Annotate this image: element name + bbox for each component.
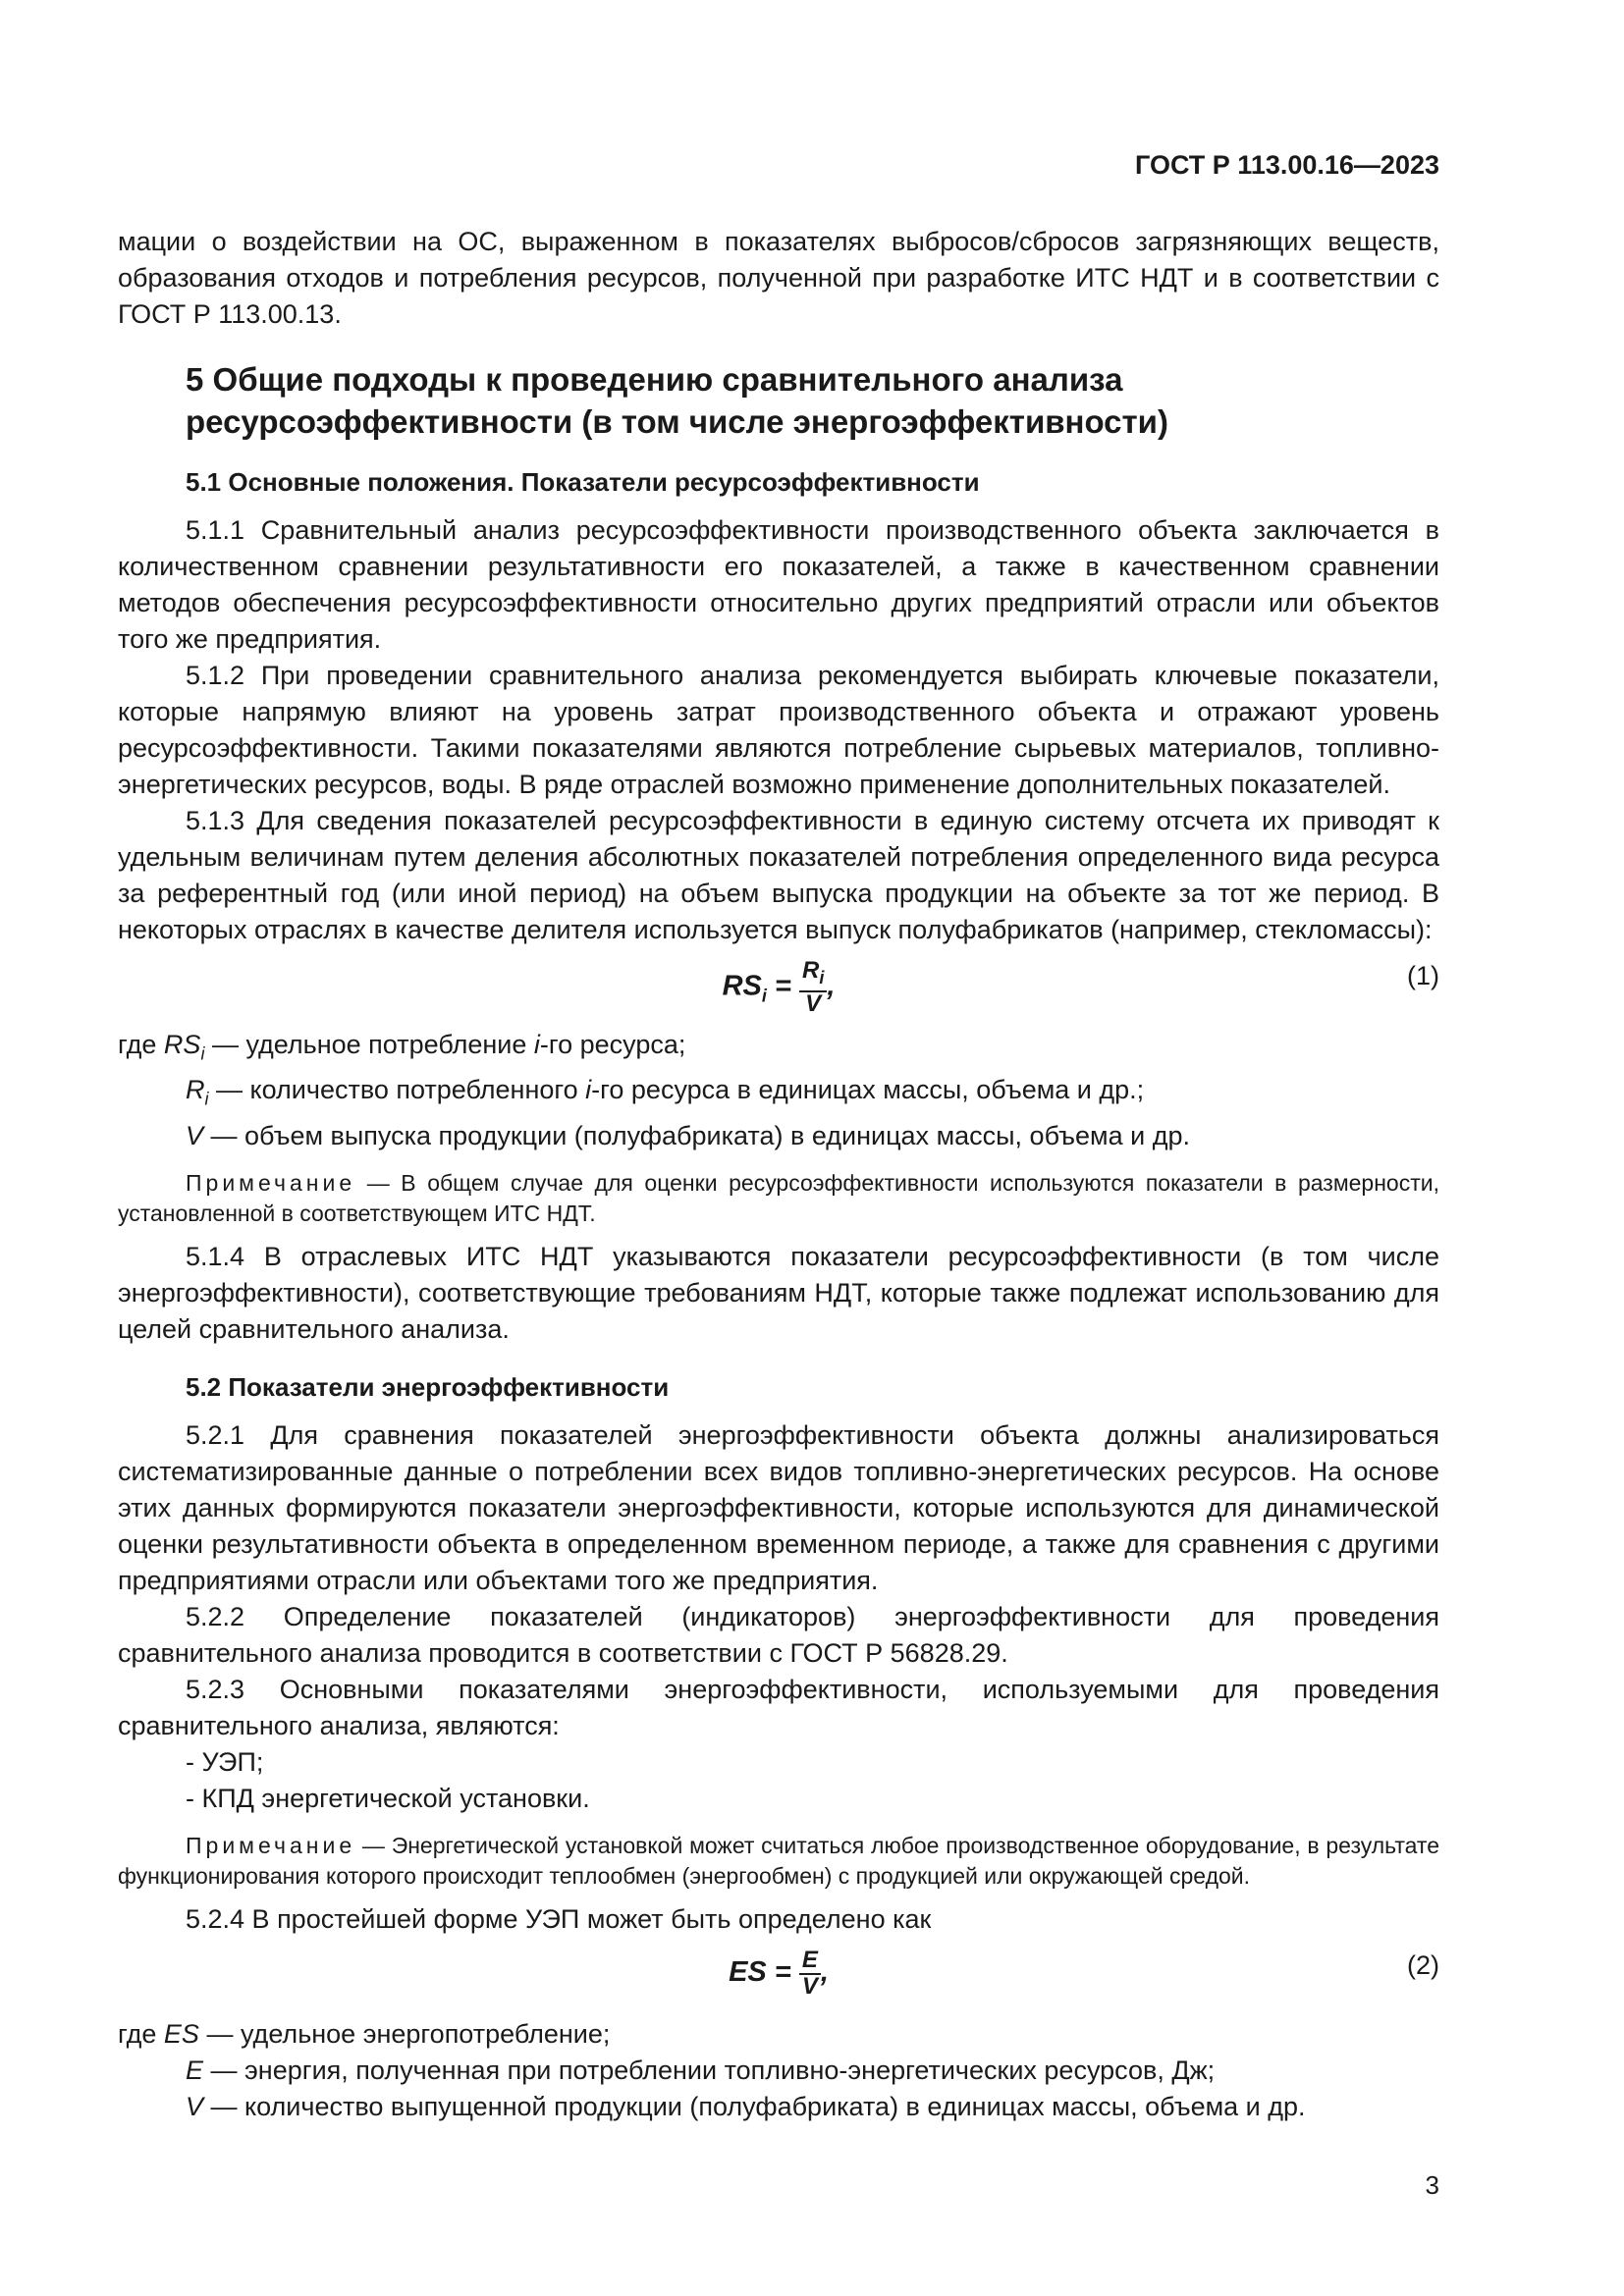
note-1-label: Примечание [186,1169,356,1196]
formula-1-legend [118,1027,1439,1154]
note-1 [118,1168,1439,1229]
formula-1 [118,952,1439,1021]
note-2-text: — Энергетической установкой может считаться любое производственное оборудование, в результате функционирования которого происходит теплообмен (энергообмен) с продукцией или окружающей средой. [118,1832,1439,1889]
list-item: - УЭП; [186,1746,264,1777]
note-2 [118,1831,1439,1892]
formula-2-denominator: V [801,1972,818,2000]
formula-2-numerator: E [799,1949,821,1975]
legend-2-line: V — количество выпущенной продукции (полуфабриката) в единицах массы, объема и др. [186,2091,1306,2121]
note-1-text: — В общем случае для оценки ресурсоэффективности используются показатели в размерности, установленной в соответствующем ИТС НДТ. [118,1169,1439,1226]
paragraph-5-2-4: 5.2.4 В простейшей форме УЭП может быть определено как [186,1903,932,1934]
formula-2-eq: = [766,1955,791,1988]
paragraph-5-1-4: 5.1.4 В отраслевых ИТС НДТ указываются показатели ресурсоэффективности (в том числе энергоэффективности), соответствующие требованиям НДТ, которые также подлежат использованию для целей сравнительного анализа. [118,1241,1439,1344]
legend-1-line: V — объем выпуска продукции (полуфабриката) в единицах массы, объема и др. [186,1120,1190,1150]
legend-1-line: где $RS_i$ — удельное потребление i-го ресурса; [118,1030,686,1064]
document-body [118,224,1439,2125]
formula-2-legend [118,2016,1439,2125]
legend-2-line: E — энергия, полученная при потреблении топливно-энергетических ресурсов, Дж; [186,2055,1216,2085]
paragraph-5-2-1: 5.2.1 Для сравнения показателей энергоэффективности объекта должны анализироваться систематизированные данные о потреблении всех видов топливно-энергетических ресурсов. На основе этих данных формируются показатели энергоэффективности, которые используются для динамической оценки результативности объекта в определенном временном периоде, а также для сравнения с другими предприятиями отрасли или объектами того же предприятия. [118,1419,1439,1595]
formula-1-lhs-sub: i [761,986,767,1006]
formula-2-lhs: ES [729,1955,767,1988]
formula-2-tail: , [820,1955,829,1988]
formula-1-fraction [799,957,827,1017]
section-5-1-title: 5.1 Основные положения. Показатели ресурсоэффективности [186,467,980,497]
page-number: 3 [1425,2170,1439,2200]
formula-2-fraction [799,1946,821,2000]
paragraph-5-1-3: 5.1.3 Для сведения показателей ресурсоэффективности в единую систему отсчета их приводят к удельным величинам путем деления абсолютных показателей потребления определенного вида ресурса за референтный год (или иной период) на объем выпуска продукции на объекте за тот же период. В некоторых отраслях в качестве делителя используется выпуск полуфабрикатов (например, стекломассы): [118,806,1439,944]
formula-1-lhs: RS [722,970,762,1002]
formula-1-eq: = [766,970,791,1002]
formula-1-denominator: V [805,989,822,1017]
legend-2-line: где ES — удельное энергопотребление; [118,2018,611,2049]
formula-1-number: (1) [1407,961,1439,990]
paragraph-5-1-2: 5.1.2 При проведении сравнительного анализа рекомендуется выбирать ключевые показатели, которые напрямую влияют на уровень затрат производственного объекта и отражают уровень ресурсоэффективности. Такими показателями являются потребление сырьевых материалов, топливно-энергетических ресурсов, воды. В ряде отраслей возможно применение дополнительных показателей. [118,661,1439,799]
paragraph-5-2-3: 5.2.3 Основными показателями энергоэффективности, используемыми для проведения сравнительного анализа, являются: [118,1674,1439,1740]
section-5-title: 5 Общие подходы к проведению сравнительного анализа ресурсоэффективности (в том числе энергоэффективности) [186,361,1168,440]
section-5-2-title: 5.2 Показатели энергоэффективности [186,1371,670,1402]
formula-2-number: (2) [1407,1949,1439,1980]
legend-1-line: $R_i$ — количество потребленного i-го ресурса в единицах массы, объема и др.; [186,1075,1145,1109]
list-item: - КПД энергетической установки. [186,1783,590,1813]
formula-2 [118,1942,1439,2010]
formula-1-tail: , [827,970,836,1002]
intro-paragraph: мации о воздействии на ОС, выраженном в показателях выбросов/сбросов загрязняющих веществ, образования отходов и потребления ресурсов, полученной при разработке ИТС НДТ и в соответствии с ГОСТ Р 113.00.13. [118,227,1439,329]
paragraph-5-1-1: 5.1.1 Сравнительный анализ ресурсоэффективности производственного объекта заключается в количественном сравнении результативности его показателей, а также в качественном сравнении методов обеспечения ресурсоэффективности относительно других предприятий отрасли или объектов того же предприятия. [118,515,1439,654]
formula-1-numerator: R [801,957,820,984]
formula-1-numerator-sub: i [819,967,825,988]
paragraph-5-2-2: 5.2.2 Определение показателей (индикаторов) энергоэффективности для проведения сравнительного анализа проводится в соответствии с ГОСТ Р 56828.29. [118,1601,1439,1668]
document-code-header: ГОСТ Р 113.00.16—2023 [1135,150,1439,180]
note-2-label: Примечание [186,1832,356,1858]
